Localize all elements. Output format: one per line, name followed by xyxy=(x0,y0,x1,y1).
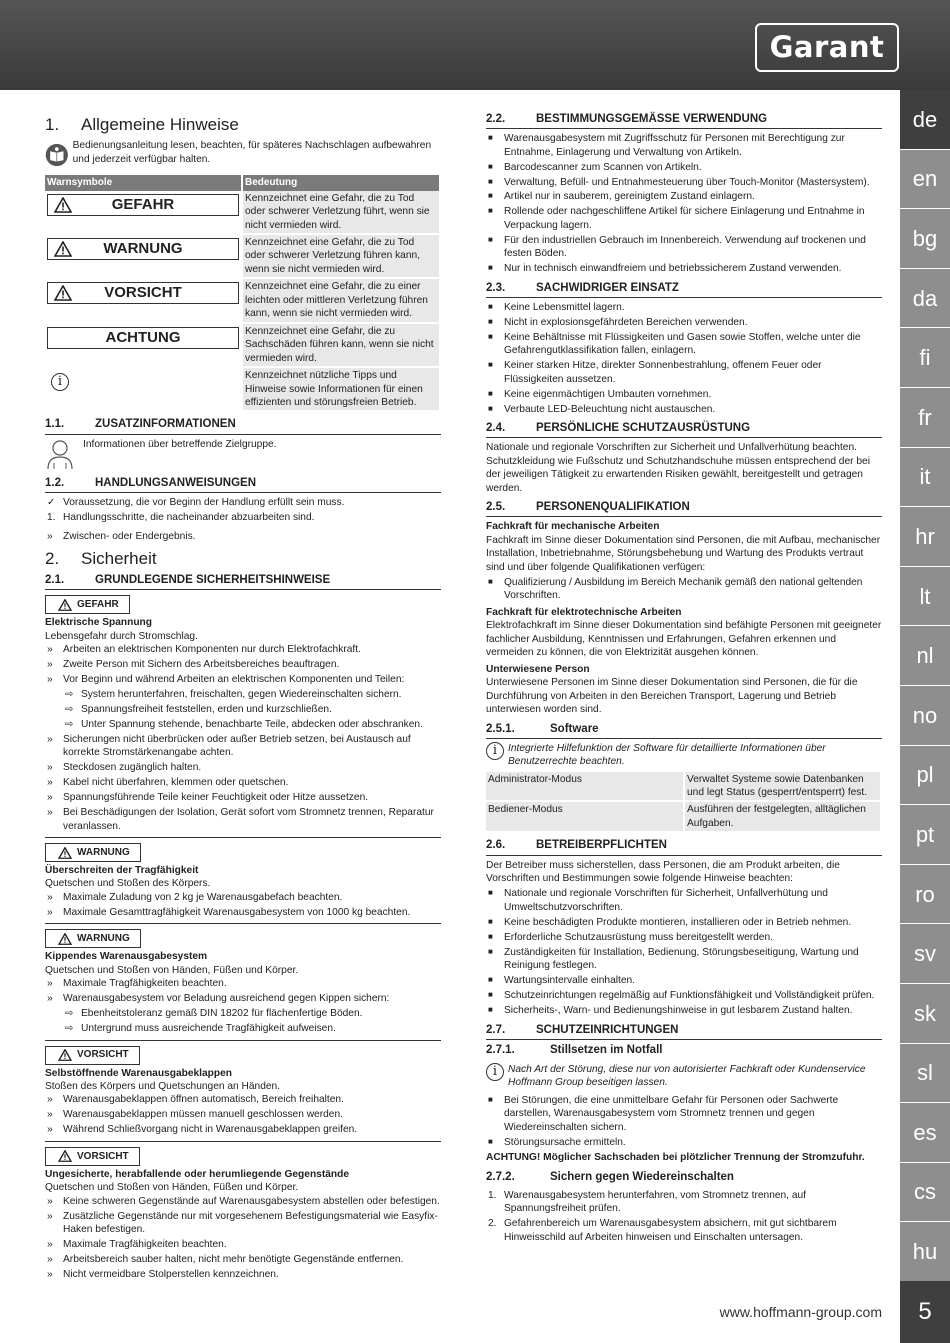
list-item: ⇨ Spannungsfreiheit feststellen, erden und kurzschließen. xyxy=(65,703,332,715)
mech-list xyxy=(486,576,882,603)
list-item: ⇨ Unter Spannung stehende, benachbarte Teile, abdecken oder abschranken. xyxy=(65,718,423,730)
warning-triangle-icon xyxy=(58,847,72,859)
list-item: » Bei Beschädigungen der Isolation, Gerät sofort vom Stromnetz trennen, Reparatur veranlassen. xyxy=(47,807,434,832)
signal-gefahr: GEFAHR xyxy=(47,194,239,216)
list-item: » Maximale Zuladung von 2 kg je Warenausgabefach beachten. xyxy=(47,891,343,903)
hazard-consequence: Stoßen des Körpers und Quetschungen an Händen. xyxy=(45,1081,281,1093)
meaning-cell: Kennzeichnet eine Gefahr, die zu Tod oder schwerer Verletzung führen kann, wenn sie nicht vermieden wird. xyxy=(242,234,440,278)
warning-triangle-icon xyxy=(58,599,72,611)
section-2-heading: 2. Sicherheit xyxy=(45,548,157,568)
safety-block xyxy=(45,923,441,1035)
restart-protection-list xyxy=(486,1189,882,1244)
left-column xyxy=(45,112,441,1283)
warning-triangle-icon xyxy=(58,933,72,945)
divider xyxy=(45,1141,441,1142)
emergency-note: Nach Art der Störung, diese nur von autorisierter Fachkraft oder Kundenservice Hoffmann Group beseitigen lassen. xyxy=(508,1063,866,1089)
list-item: ■ Nicht in explosionsgefährdeten Bereichen verwenden. xyxy=(488,316,748,328)
operator-list xyxy=(486,887,882,1017)
list-item: ■ Rollende oder nachgeschliffene Artikel für sichere Einlagerung und Entnahme in Verpackung lagern. xyxy=(488,206,865,231)
list-item: » Keine schweren Gegenstände auf Warenausgabesystem abstellen oder befestigen. xyxy=(47,1195,440,1207)
signal-word-badge: VORSICHT xyxy=(45,1147,140,1166)
list-item: » Maximale Gesamttragfähigkeit Warenausgabesystem von 1000 kg beachten. xyxy=(47,906,411,918)
lang-tab-no[interactable]: no xyxy=(900,686,950,746)
meaning-cell: Kennzeichnet nützliche Tipps und Hinweise sowie Informationen für einen effizienten und störungsfreien Betrieb. xyxy=(242,367,440,411)
desc-cell: Verwaltet Systeme sowie Datenbanken und legt Status (gesperrt/entsperrt) fest. xyxy=(684,772,881,802)
list-item: » Zwischen- oder Endergebnis. xyxy=(47,531,196,543)
list-item: ■ Nur in technisch einwandfreiem und betriebssicherem Zustand verwenden. xyxy=(488,263,842,275)
list-item: ■ Verbaute LED-Beleuchtung nicht austauschen. xyxy=(488,403,716,415)
section-2-1-heading: 2.1. GRUNDLEGENDE SICHERHEITSHINWEISE xyxy=(45,573,441,590)
safety-block xyxy=(45,837,441,919)
read-manual-icon xyxy=(45,139,69,171)
table-row xyxy=(45,191,440,234)
col-header-symbols: Warnsymbole xyxy=(45,175,242,190)
measures-list xyxy=(45,891,441,919)
section-1-heading: 1. Allgemeine Hinweise xyxy=(45,115,239,134)
footer-url[interactable]: www.hoffmann-group.com xyxy=(719,1304,882,1320)
right-column xyxy=(486,112,882,1246)
lang-tab-it[interactable]: it xyxy=(900,448,950,508)
divider xyxy=(45,1040,441,1041)
table-row xyxy=(486,772,881,802)
achtung-note: ACHTUNG! Möglicher Sachschaden bei plötzlicher Trennung der Stromzufuhr. xyxy=(486,1152,865,1164)
signal-word-badge: GEFAHR xyxy=(45,595,130,614)
table-row xyxy=(45,234,440,278)
lang-tab-da[interactable]: da xyxy=(900,269,950,329)
section-2-4-heading: 2.4. PERSÖNLICHE SCHUTZAUSRÜSTUNG xyxy=(486,421,882,438)
page-number: 5 xyxy=(900,1281,950,1343)
signal-achtung: ACHTUNG xyxy=(47,327,239,349)
measures-list xyxy=(45,977,441,1035)
list-item: » Maximale Tragfähigkeiten beachten. xyxy=(47,978,227,990)
target-group-text: Informationen über betreffende Zielgruppe. xyxy=(83,438,277,450)
intended-use-list xyxy=(486,132,882,276)
lang-tab-de[interactable]: de xyxy=(900,90,950,150)
list-item: » Arbeiten an elektrischen Komponenten nur durch Elektrofachkraft. xyxy=(47,644,361,656)
hazard-consequence: Quetschen und Stoßen von Händen, Füßen und Körper. xyxy=(45,964,299,976)
measures-list xyxy=(45,643,441,833)
divider xyxy=(45,923,441,924)
list-item: » Während Schließvorgang nicht in Warenausgabeklappen greifen. xyxy=(47,1124,358,1136)
table-row xyxy=(45,367,440,411)
section-2-3-heading: 2.3. SACHWIDRIGER EINSATZ xyxy=(486,281,882,298)
list-item: 1. Warenausgabesystem herunterfahren, vom Stromnetz trennen, auf Spannungsfreiheit prüfen. xyxy=(488,1189,807,1215)
list-item: » Warenausgabesystem vor Beladung ausreichend gegen Kippen sichern: xyxy=(47,993,390,1005)
lang-tab-nl[interactable]: nl xyxy=(900,626,950,686)
lang-tab-lt[interactable]: lt xyxy=(900,567,950,627)
list-item: » Kabel nicht überfahren, klemmen oder quetschen. xyxy=(47,777,289,789)
lang-tab-sk[interactable]: sk xyxy=(900,984,950,1044)
list-item: ⇨ System herunterfahren, freischalten, gegen Wiedereinschalten sichern. xyxy=(65,689,402,700)
meaning-cell: Kennzeichnet eine Gefahr, die zu einer leichten oder mittleren Verletzung führen kann, wenn sie nicht vermieden wird. xyxy=(242,278,440,322)
lang-tab-sl[interactable]: sl xyxy=(900,1044,950,1104)
list-item: » Arbeitsbereich sauber halten, nicht mehr benötigte Gegenstände entfernen. xyxy=(47,1254,404,1266)
section-2-5-1-heading: 2.5.1. Software xyxy=(486,722,882,739)
list-item: ■ Nationale und regionale Vorschriften für Sicherheit, Unfallverhütung und Umweltschutzvorschriften. xyxy=(488,888,828,913)
list-item: » Maximale Tragfähigkeiten beachten. xyxy=(47,1239,227,1251)
safety-blocks xyxy=(45,593,441,1281)
hazard-consequence: Quetschen und Stoßen des Körpers. xyxy=(45,878,211,890)
list-item: ■ Keiner starken Hitze, direkter Sonnenbestrahlung, offenem Feuer oder Flüssigkeiten aussetzen. xyxy=(488,360,822,385)
table-row xyxy=(486,801,881,832)
section-2-6-heading: 2.6. BETREIBERPFLICHTEN xyxy=(486,838,882,855)
list-item: » Warenausgabeklappen müssen manuell geschlossen werden. xyxy=(47,1109,343,1121)
list-item: » Nicht vermeidbare Stolperstellen kennzeichnen. xyxy=(47,1269,279,1280)
divider xyxy=(45,837,441,838)
section-2-7-2-heading: 2.7.2. Sichern gegen Wiedereinschalten xyxy=(486,1170,734,1183)
lang-tab-fi[interactable]: fi xyxy=(900,328,950,388)
mech-text: Fachkraft im Sinne dieser Dokumentation sind Personen, die mit Aufbau, mechanischer Installation, Inbetriebnahme, Störungsbehebung und Wartung des Produkts vertraut sind und über folgende Qualifikationen verfügen: xyxy=(486,534,881,573)
list-item: ■ Keine beschädigten Produkte montieren, installieren oder in Betrieb nehmen. xyxy=(488,916,852,928)
signal-word-badge: WARNUNG xyxy=(45,929,141,948)
list-item: ■ Zuständigkeiten für Installation, Bedienung, Störungsbeseitigung, Wartung und Reinigung festlegen. xyxy=(488,946,859,972)
section-1-1-heading: 1.1. ZUSATZINFORMATIONEN xyxy=(45,417,441,434)
user-modes-table xyxy=(486,772,882,834)
lang-tab-pl[interactable]: pl xyxy=(900,746,950,806)
list-item: ■ Artikel nur in sauberem, gereinigtem Zustand einlagern. xyxy=(488,191,755,203)
lang-tab-ro[interactable]: ro xyxy=(900,865,950,925)
mode-cell: Bediener-Modus xyxy=(486,801,684,832)
lang-tab-bg[interactable]: bg xyxy=(900,209,950,269)
operator-text: Der Betreiber muss sicherstellen, dass Personen, die am Produkt arbeiten, die Vorschriften und Bestimmungen sowie folgende Hinweise beachten: xyxy=(486,859,840,885)
list-item: ⇨ Untergrund muss ausreichende Tragfähigkeit aufweisen. xyxy=(65,1023,336,1035)
table-row xyxy=(45,278,440,322)
header-bar xyxy=(0,0,950,90)
signal-vorsicht: VORSICHT xyxy=(47,282,239,304)
safety-block xyxy=(45,1141,441,1282)
hazard-title: Ungesicherte, herabfallende oder herumliegende Gegenstände xyxy=(45,1168,350,1180)
intro-text: Bedienungsanleitung lesen, beachten, für späteres Nachschlagen aufbewahren und jederzeit verfügbar halten. xyxy=(72,140,432,165)
hazard-consequence: Lebensgefahr durch Stromschlag. xyxy=(45,630,198,642)
user-icon xyxy=(45,438,75,470)
mode-cell: Administrator-Modus xyxy=(486,772,684,802)
section-2-7-heading: 2.7. SCHUTZEINRICHTUNGEN xyxy=(486,1023,882,1040)
uw-title: Unterwiesene Person xyxy=(486,663,590,675)
section-2-5-heading: 2.5. PERSONENQUALIFIKATION xyxy=(486,500,882,517)
safety-block xyxy=(45,593,441,833)
warning-symbols-table xyxy=(45,175,441,412)
list-item: » Steckdosen zugänglich halten. xyxy=(47,762,202,774)
list-item: ■ Bei Störungen, die eine unmittelbare Gefahr für Personen oder Sachwerte darstellen, Warenausgabesystem vom Stromnetz trennen und gegen Wiedereinschalten sichern. xyxy=(488,1094,839,1133)
list-item: » Spannungsführende Teile keiner Feuchtigkeit oder Hitze aussetzen. xyxy=(47,792,369,804)
section-1-2-heading: 1.2. HANDLUNGSANWEISUNGEN xyxy=(45,476,441,493)
list-item: 1. Handlungsschritte, die nacheinander abzuarbeiten sind. xyxy=(47,511,315,523)
info-icon: i xyxy=(51,373,69,391)
lang-tab-sv[interactable]: sv xyxy=(900,924,950,984)
warning-triangle-icon xyxy=(58,1150,72,1162)
hazard-title: Selbstöffnende Warenausgabeklappen xyxy=(45,1067,232,1079)
meaning-cell: Kennzeichnet eine Gefahr, die zu Tod oder schwerer Verletzung führt, wenn sie nicht vermieden wird. xyxy=(242,191,440,234)
lang-tab-hu[interactable]: hu xyxy=(900,1222,950,1282)
measures-list xyxy=(45,1195,441,1282)
software-note: Integrierte Hilfefunktion der Software für detaillierte Informationen über Benutzerrechte beachten. xyxy=(508,742,826,768)
list-item: ■ Für den industriellen Gebrauch im Innenbereich. Verwendung auf trockenen und festen Böden. xyxy=(488,234,866,260)
list-item: ⇨ Ebenheitstoleranz gemäß DIN 18202 für flächenfertige Böden. xyxy=(65,1008,363,1020)
misuse-list xyxy=(486,301,882,416)
hazard-title: Kippendes Warenausgabesystem xyxy=(45,951,208,963)
measures-list xyxy=(45,1093,441,1136)
warning-triangle-icon xyxy=(54,197,72,213)
warning-triangle-icon xyxy=(58,1049,72,1061)
signal-word-badge: VORSICHT xyxy=(45,1046,140,1065)
el-text: Elektrofachkraft im Sinne dieser Dokumentation sind befähigte Personen mit geeigneter fachlicher Ausbildung, Kenntnissen und Erfahrungen, Gefahren erkennen und vermeiden zu können, die von Elektrizität ausgehen können. xyxy=(486,620,882,659)
lang-tab-cs[interactable]: cs xyxy=(900,1163,950,1223)
uw-text: Unterwiesene Personen im Sinne dieser Dokumentation sind Personen, die für die Durchführung von Arbeiten in den Bereichen Transport, Lagerung und Betrieb unterwiesen worden sind. xyxy=(486,677,858,716)
language-tabs xyxy=(900,90,950,1282)
list-item: ■ Verwaltung, Befüll- und Entnahmesteuerung über Touch-Monitor (Mastersystem). xyxy=(488,176,870,188)
signal-warnung: WARNUNG xyxy=(47,238,239,260)
el-title: Fachkraft für elektrotechnische Arbeiten xyxy=(486,606,682,618)
col-header-meaning: Bedeutung xyxy=(242,175,440,190)
lang-tab-en[interactable]: en xyxy=(900,150,950,210)
warning-triangle-icon xyxy=(54,241,72,257)
table-row xyxy=(45,323,440,367)
list-item: ■ Wartungsintervalle einhalten. xyxy=(488,975,635,987)
hazard-consequence: Quetschen und Stoßen von Händen, Füßen und Körper. xyxy=(45,1182,299,1194)
list-item: » Sicherungen nicht überbrücken oder außer Betrieb setzen, bei Austausch auf korrekte Stromstärkenangabe achten. xyxy=(47,733,411,759)
list-item: ■ Warenausgabesystem mit Zugriffsschutz für Personen mit Berechtigung zur Entnahme, Einlagerung und Verwaltung von Artikeln. xyxy=(488,133,845,158)
list-item: 2. Gefahrenbereich um Warenausgabesystem absichern, mit gut sichtbarem Hinweisschild auf Arbeiten hinweisen und Einschalten untersagen. xyxy=(488,1218,837,1243)
list-item: ■ Barcodescanner zum Scannen von Artikeln. xyxy=(488,161,702,173)
lang-tab-fr[interactable]: fr xyxy=(900,388,950,448)
emergency-list xyxy=(486,1094,882,1149)
list-item: » Zusätzliche Gegenstände nur mit vorgesehenem Befestigungsmaterial wie Easyfix-Haken befestigen. xyxy=(47,1210,438,1236)
hazard-title: Überschreiten der Tragfähigkeit xyxy=(45,865,199,877)
list-item: ■ Keine Behältnisse mit Flüssigkeiten und Gasen sowie Stoffen, welche unter die Gefahrengutklassifikation fallen, einlagern. xyxy=(488,331,861,357)
signal-word-badge: WARNUNG xyxy=(45,843,141,862)
mech-title: Fachkraft für mechanische Arbeiten xyxy=(486,521,660,533)
warning-triangle-icon xyxy=(54,285,72,301)
brand-logo: Garant xyxy=(755,23,899,72)
list-item: ■ Erforderliche Schutzausrüstung muss bereitgestellt werden. xyxy=(488,931,773,943)
list-item: ■ Qualifizierung / Ausbildung im Bereich Mechanik gemäß den national geltenden Vorschriften. xyxy=(488,576,863,602)
hazard-title: Elektrische Spannung xyxy=(45,617,152,629)
list-item: » Vor Beginn und während Arbeiten an elektrischen Komponenten und Teilen: xyxy=(47,674,405,686)
lang-tab-hr[interactable]: hr xyxy=(900,507,950,567)
ppe-text: Nationale und regionale Vorschriften zur Sicherheit und Unfallverhütung beachten. Schutzkleidung wie Fußschutz und Schutzhandschuhe müssen entsprechend der bei der jeweiligen Tätigkeit zu erwartenden Risiken gewählt, bereitgestellt und getragen werden. xyxy=(486,442,870,494)
safety-block xyxy=(45,1040,441,1137)
instructions-list xyxy=(45,496,441,544)
list-item: ■ Störungsursache ermitteln. xyxy=(488,1136,626,1148)
lang-tab-es[interactable]: es xyxy=(900,1103,950,1163)
list-item: ■ Sicherheits-, Warn- und Bedienungshinweise in gut lesbarem Zustand halten. xyxy=(488,1005,853,1017)
list-item: » Zweite Person mit Sichern des Arbeitsbereiches beauftragen. xyxy=(47,659,340,671)
list-item: ✓ Voraussetzung, die vor Beginn der Handlung erfüllt sein muss. xyxy=(47,496,345,508)
info-icon: i xyxy=(486,742,504,760)
list-item: ■ Schutzeinrichtungen regelmäßig auf Funktionsfähigkeit und Vollständigkeit prüfen. xyxy=(488,990,875,1002)
section-2-2-heading: 2.2. BESTIMMUNGSGEMÄSSE VERWENDUNG xyxy=(486,112,882,129)
desc-cell: Ausführen der festgelegten, alltäglichen Aufgaben. xyxy=(684,801,881,832)
list-item: » Warenausgabeklappen öffnen automatisch, Bereich freihalten. xyxy=(47,1094,344,1106)
section-2-7-1-heading: 2.7.1. Stillsetzen im Notfall xyxy=(486,1043,663,1056)
lang-tab-pt[interactable]: pt xyxy=(900,805,950,865)
list-item: ■ Keine eigenmächtigen Umbauten vornehmen. xyxy=(488,388,712,400)
info-icon: i xyxy=(486,1063,504,1081)
meaning-cell: Kennzeichnet eine Gefahr, die zu Sachschäden führen kann, wenn sie nicht vermieden wird. xyxy=(242,323,440,367)
list-item: ■ Keine Lebensmittel lagern. xyxy=(488,301,625,313)
